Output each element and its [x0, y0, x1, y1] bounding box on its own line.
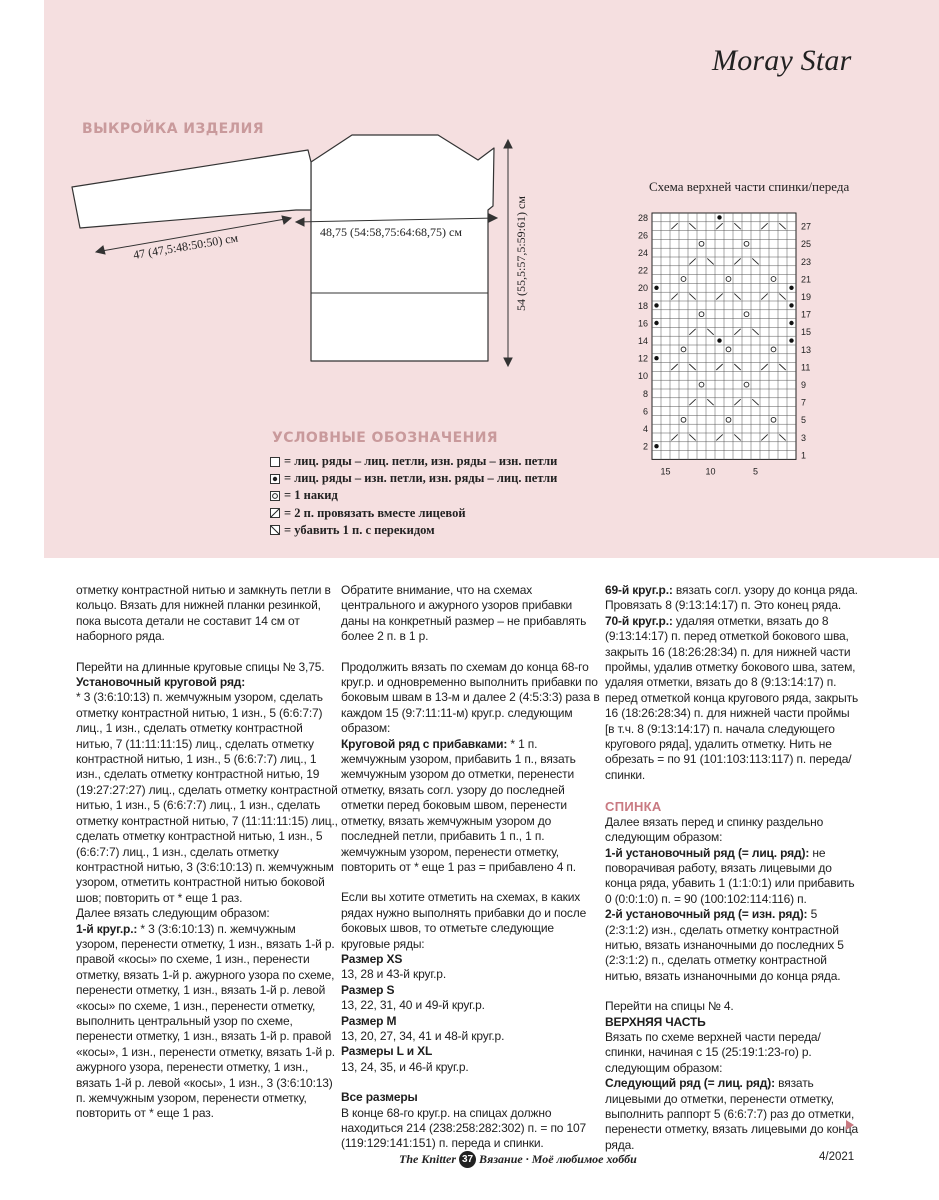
brand-title: Moray Star	[712, 44, 852, 77]
purl-dot-mark	[789, 286, 793, 290]
legend-text: = убавить 1 п. с перекидом	[284, 522, 435, 537]
purl-dot-mark	[789, 338, 793, 342]
magazine-name: The Knitter	[399, 1152, 457, 1166]
continue-arrow-icon	[846, 1120, 854, 1130]
col1-paragraph: Далее вязать следующим образом:	[76, 906, 270, 921]
purl-dot-mark	[789, 303, 793, 307]
purl-dot-mark	[654, 321, 658, 325]
purl-dot-mark	[789, 321, 793, 325]
col3-heading: 69-й круг.р.:	[605, 583, 673, 597]
length-label: 54 (55,5:57,5:59:61) см	[514, 196, 528, 311]
size-rows: 13, 22, 31, 40 и 49-й круг.р.	[341, 998, 485, 1013]
row-label: 17	[801, 309, 812, 320]
row-label: 28	[637, 212, 648, 223]
col3-heading: 2-й установочный ряд (= изн. ряд):	[605, 907, 808, 922]
row-label: 27	[801, 221, 812, 232]
row-label: 16	[637, 318, 648, 329]
issue-number: 4/2021	[819, 1151, 855, 1163]
row-label: 22	[637, 265, 648, 276]
row-label: 12	[637, 353, 648, 364]
text-column-1	[76, 583, 338, 1122]
legend-text: = лиц. ряды – изн. петли, изн. ряды – лиц. петли	[284, 471, 558, 486]
size-heading: Размер M	[341, 1013, 397, 1028]
legend-heading: УСЛОВНЫЕ ОБОЗНАЧЕНИЯ	[272, 430, 498, 446]
row-label: 4	[642, 424, 648, 434]
chest-width-label: 48,75 (54:58,75:64:68,75) см	[320, 225, 462, 239]
size-heading: Размеры L и XL	[341, 1044, 433, 1059]
row-label: 1	[801, 450, 807, 461]
row-label: 25	[801, 239, 812, 250]
row-label: 14	[637, 336, 648, 346]
col2-heading: Круговой ряд с прибавками:	[341, 736, 508, 751]
row-label: 9	[801, 380, 807, 390]
col3-text: 5 (2:3:1:2) изн., сделать отметку контрастной нитью, вязать изнаночными до последних 5 (2:3:1:2) п., сделать отметку контрастной нитью, вязать изнаночными до конца ряда.	[605, 907, 844, 983]
col3-paragraph: Перейти на спицы № 4.	[605, 999, 734, 1014]
text-column-2	[341, 583, 603, 1152]
col2-text: * 1 п. жемчужным узором, прибавить 1 п., вязать жемчужным узором до отметки, перенести отметку, вязать согл. узору до последней отметки перед боковым швом, перенести отметку, вязать жемчужным узором до последней петли, прибавить 1 п., 1 п. жемчужным узором, перенести отметку, повторить от * еще 1 раз = прибавлено 4 п.	[341, 736, 576, 874]
row-label: 6	[642, 406, 648, 417]
col1-paragraph: отметку контрастной нитью и замкнуть петли в кольцо. Вязать для нижней планки резинкой, пока высота детали не составит 14 см от наборного ряда.	[76, 583, 331, 644]
purl-dot-mark	[654, 303, 658, 307]
stitch-chart	[0, 0, 939, 558]
col1-heading: Установочный круговой ряд:	[76, 675, 246, 690]
row-label: 7	[801, 397, 807, 408]
col2-paragraph: Если вы хотите отметить на схемах, в каких рядах нужно выполнять прибавки до и после боковых швов, то отметьте следующие круговые ряды:	[341, 890, 587, 951]
col3-text: вязать лицевыми до отметки, перенести отметку, выполнить раппорт 5 (6:6:7:7) раз до отметки, перенести отметку, вязать лицевыми до конца ряда.	[605, 1076, 859, 1152]
col2-paragraph: В конце 68-го круг.р. на спицах должно находиться 214 (238:258:282:302) п. = по 107 (119:129:141:151) п. переда и спинки.	[341, 1105, 587, 1151]
row-label: 10	[637, 371, 648, 382]
col3-heading: 1-й установочный ряд (= лиц. ряд):	[605, 845, 810, 860]
footer-magazine	[399, 1151, 637, 1168]
size-heading: Размер XS	[341, 951, 403, 966]
col3-paragraph: Вязать по схеме верхней части переда/спинки, начиная с 15 (25:19:1:23-го) р. следующим образом:	[605, 1029, 821, 1075]
column-label: 15	[660, 466, 671, 477]
legend-text: = лиц. ряды – лиц. петли, изн. ряды – изн. петли	[284, 454, 558, 468]
legend-text: = 1 накид	[284, 488, 338, 503]
col1-paragraph: Перейти на длинные круговые спицы № 3,75.	[76, 659, 325, 674]
size-rows: 13, 20, 27, 34, 41 и 48-й круг.р.	[341, 1028, 505, 1043]
purl-dot-mark	[654, 286, 658, 290]
row-label: 13	[801, 344, 812, 355]
sleeve-length-label: 47 (47,5:48:50:50) см	[132, 230, 239, 262]
row-label: 19	[801, 292, 812, 302]
row-label: 23	[801, 256, 812, 267]
row-label: 8	[642, 388, 648, 399]
row-label: 26	[637, 230, 648, 241]
size-heading: Все размеры	[341, 1090, 418, 1105]
col3-paragraph: Далее вязать перед и спинку раздельно следующим образом:	[605, 814, 824, 845]
purl-dot-mark	[654, 444, 658, 448]
size-heading: Размер S	[341, 982, 395, 997]
purl-dot-mark	[717, 338, 721, 342]
column-label: 10	[705, 466, 716, 477]
size-rows: 13, 28 и 43-й круг.р.	[341, 967, 447, 982]
col3-text: вязать согл. узору до конца ряда. Провязать 8 (9:13:14:17) п. Это конец ряда.	[605, 583, 858, 613]
col3-text: не поворачивая работу, вязать лицевыми до конца ряда, убавить 1 (1:1:0:1) или прибавить 0 (0:0:1:0) п. = 90 (100:102:114:116) п.	[605, 845, 855, 906]
column-label: 5	[752, 466, 759, 477]
col1-paragraph: * 3 (3:6:10:13) п. жемчужным узором, сделать отметку контрастной нитью, 1 изн., 5 (6:6:7:7) лиц., 1 изн., сделать отметку контрастной нитью, 7 (11:11:11:15) лиц., сделать отметку контрастной нитью, 1 изн., 5 (6:6:7:7) лиц., 1 изн., сделать отметку контрастной нитью, 19 (19:27:27:27) лиц., сделать отметку контрастной нитью, 1 изн., 5 (6:6:7:7) лиц., 1 изн., сделать отметку контрастной нитью, 7 (11:11:11:15) лиц., сделать отметку контрастной нитью, 1 изн., 5 (6:6:7:7) лиц., 1 изн., сделать отметку контрастной нитью, 3 (3:6:10:13) п. жемчужным узором, отметить контрастной нитью боковой шов; повторить от * еще 1 раз.	[76, 690, 338, 905]
legend-text: = 2 п. провязать вместе лицевой	[284, 505, 466, 520]
col3-heading: 70-й круг.р.:	[605, 613, 673, 628]
col3-heading: ВЕРХНЯЯ ЧАСТЬ	[605, 1014, 706, 1029]
row-label: 3	[801, 432, 807, 443]
purl-dot-mark	[717, 215, 721, 219]
col2-paragraph: Обратите внимание, что на схемах центрального и ажурного узоров прибавки даны на конкретный размер – не прибавлять более 2 п. в 1 р.	[341, 583, 587, 644]
row-label: 5	[801, 415, 807, 426]
size-rows: 13, 24, 35, и 46-й круг.р.	[341, 1059, 469, 1074]
row-label: 21	[801, 274, 812, 285]
row-label: 24	[637, 248, 648, 258]
row-label: 20	[637, 283, 648, 294]
row-label: 11	[801, 362, 811, 373]
col3-text: удаляя отметки, вязать до 8 (9:13:14:17) п. перед отметкой бокового шва, закрыть 16 (18:26:28:34) п. для нижней части проймы, удалив отметку бокового шва, затем, удаляя отметки, вязать до 8 (9:13:14:17) п. перед отметкой конца кругового ряда, закрыть 16 (18:26:28:34) п. для нижней части проймы [в т.ч. 8 (9:13:14:17) п. начала следующего кругового ряда], удалить отметку. Нить не обрезать = по 91 (101:103:113:117) п. переда/спинки.	[605, 613, 859, 782]
col1-text: * 3 (3:6:10:13) п. жемчужным узором, перенести отметку, 1 изн., вязать 1-й р. правой «косы» по схеме, 1 изн., перенести отметку, вязать 1-й р. ажурного узора по схеме, перенести отметку, 1 изн., вязать 1-й р. левой «косы» по схеме, 1 изн., перенести отметку, выполнить центральный узор по схеме, перенести отметку, 1 изн., вязать 1-й р. правой «косы», 1 изн., перенести отметку, вязать 1-й р. ажурного узора, перенести отметку, 1 изн., вязать 1-й р. левой «косы», 1 изн., 3 (3:6:10:13) п. жемчужным узором, перенести отметку, повторить от * еще 1 раз.	[76, 921, 335, 1121]
magazine-tagline: Вязание · Моё любимое хобби	[479, 1152, 637, 1166]
page-number: 37	[459, 1151, 476, 1168]
pattern-heading: ВЫКРОЙКА ИЗДЕЛИЯ	[82, 121, 264, 137]
chart-title: Схема верхней части спинки/переда	[649, 179, 850, 194]
row-label: 18	[637, 300, 648, 311]
col1-heading: 1-й круг.р.:	[76, 921, 138, 936]
row-label: 15	[801, 327, 812, 338]
section-heading-spinka: СПИНКА	[605, 799, 662, 815]
purl-dot-mark	[654, 356, 658, 360]
text-column-3	[605, 583, 860, 1153]
col2-paragraph: Продолжить вязать по схемам до конца 68-го круг.р. и одновременно выполнить прибавки по боковым швам в 13-м и далее 2 (4:5:3:3) раза в каждом 15 (9:7:11:11-м) круг.р. следующим образом:	[341, 659, 600, 736]
col3-heading: Следующий ряд (= лиц. ряд):	[605, 1076, 775, 1091]
row-label: 2	[642, 441, 648, 452]
